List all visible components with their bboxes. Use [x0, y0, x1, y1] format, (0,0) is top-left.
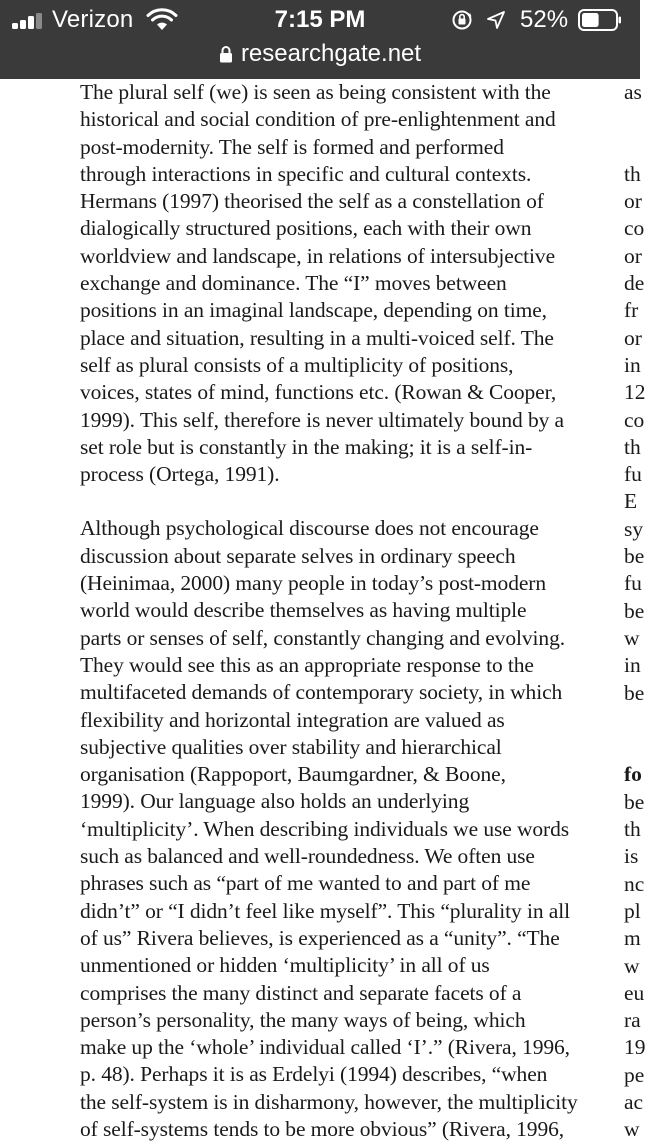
text-line: 1999). Our language also holds an underlying [80, 789, 470, 814]
document-page [0, 79, 646, 1142]
column-fragment-line: ac [624, 1089, 644, 1114]
column-fragment-line: or [624, 189, 642, 214]
column-fragment-line: eu [624, 980, 645, 1005]
column-fragment-line: nc [624, 871, 645, 896]
text-line: parts or senses of self, constantly changing and evolving. [80, 625, 566, 650]
status-time: 7:15 PM [274, 6, 366, 33]
body-paragraph [58, 515, 588, 1143]
column-fragment-line: or [624, 243, 642, 268]
battery-icon [578, 9, 622, 31]
text-line: of self-systems tends to be more obvious” (Rivera, 1996, [80, 1116, 565, 1141]
column-fragment-line: pe [624, 1062, 645, 1087]
text-line: process (Ortega, 1991). [80, 462, 280, 487]
column-fragment-line: co [624, 216, 645, 241]
text-line: unmentioned or hidden ‘multiplicity’ in all of us [80, 953, 490, 978]
orientation-lock-icon [451, 9, 473, 31]
column-fragment-line: fu [624, 571, 642, 596]
column-fragment-line: co [624, 407, 645, 432]
column-fragment-line: be [624, 544, 645, 569]
column-fragment-line: th [624, 161, 641, 186]
text-line: They would see this as an appropriate response to the [80, 652, 534, 677]
column-fragment-line: th [624, 434, 641, 459]
text-line: (Heinimaa, 2000) many people in today’s post-modern [80, 571, 547, 596]
battery-percent: 52% [520, 6, 569, 33]
main-text-column [58, 79, 588, 1143]
text-line: exchange and dominance. The “I” moves between [80, 271, 507, 296]
text-line: discussion about separate selves in ordinary speech [80, 543, 516, 568]
text-line: post-modernity. The self is formed and performed [80, 134, 504, 159]
text-line: set role but is constantly in the making; it is a self-in- [80, 434, 533, 459]
text-line: positions in an imaginal landscape, depending on time, [80, 298, 547, 323]
column-fragment-line: be [624, 680, 645, 705]
column-fragment-line [624, 734, 664, 761]
text-line: self as plural consists of a multiplicity of positions, [80, 352, 514, 377]
column-fragment-line: or [624, 325, 642, 350]
column-fragment-line: as [624, 80, 642, 104]
text-line: make up the ‘whole’ individual called ‘I’.” (Rivera, 1996, [80, 1035, 570, 1060]
column-fragment-line [624, 106, 664, 133]
text-line: 1999). This self, therefore is never ultimately bound by a [80, 407, 564, 432]
text-line: didn’t” or “I didn’t feel like myself”. This “plurality in all [80, 898, 570, 923]
column-fragment-line: in [624, 352, 641, 377]
text-line: Although psychological discourse does not encourage [80, 516, 539, 541]
column-fragment-line [624, 134, 664, 161]
text-line: phrases such as “part of me wanted to and part of me [80, 871, 531, 896]
text-line: the self-system is in disharmony, however, the multiplicity [80, 1089, 578, 1114]
status-bar [0, 0, 640, 40]
column-fragment-line: w [624, 625, 640, 650]
text-line: worldview and landscape, in relations of intersubjective [80, 243, 556, 268]
column-fragment-line: be [624, 789, 645, 814]
url-text: researchgate.net [240, 40, 422, 67]
location-arrow-icon [486, 10, 506, 30]
column-fragment-line: sy [624, 516, 644, 541]
column-fragment-line: be [624, 598, 645, 623]
column-fragment-line: fr [624, 298, 639, 323]
browser-top-bar [0, 0, 640, 79]
text-line: voices, states of mind, functions etc. (Rowan & Cooper, [80, 380, 557, 405]
body-paragraph [58, 79, 588, 488]
column-fragment-line: in [624, 653, 641, 678]
text-line: organisation (Rappoport, Baumgardner, & Boone, [80, 762, 506, 787]
adjacent-column-fragment [624, 79, 664, 1144]
text-line: Hermans (1997) theorised the self as a constellation of [80, 189, 544, 214]
address-bar[interactable] [0, 40, 640, 74]
column-fragment-line: w [624, 953, 640, 978]
column-fragment-line: 12 [624, 380, 646, 405]
text-line: ‘multiplicity’. When describing individuals we use words [80, 816, 570, 841]
column-fragment-line: de [624, 271, 645, 296]
column-fragment-line: 19 [624, 1035, 646, 1060]
text-line: flexibility and horizontal integration are valued as [80, 707, 505, 732]
text-line: multifaceted demands of contemporary society, in which [80, 680, 563, 705]
text-line: person’s personality, the many ways of being, which [80, 1007, 526, 1032]
text-line: comprises the many distinct and separate facets of a [80, 980, 522, 1005]
text-line: place and situation, resulting in a multi-voiced self. The [80, 325, 554, 350]
text-line: such as balanced and well-roundedness. We often use [80, 844, 535, 869]
text-line: of us” Rivera believes, is experienced as a “unity”. “The [80, 925, 560, 950]
lock-icon [219, 45, 233, 63]
text-line: The plural self (we) is seen as being consistent with the [80, 80, 551, 104]
text-line: world would describe themselves as having multiple [80, 598, 527, 623]
text-line: historical and social condition of pre-enlightenment and [80, 107, 556, 132]
text-line: dialogically structured positions, each with their own [80, 216, 532, 241]
column-fragment-line: fu [624, 462, 642, 487]
column-fragment-line: m [624, 926, 641, 951]
column-fragment-line [624, 707, 664, 734]
carrier-name: Verizon [52, 6, 134, 33]
column-fragment-line: th [624, 817, 641, 842]
text-line: through interactions in specific and cultural contexts. [80, 161, 532, 186]
column-fragment-line: pl [624, 898, 641, 923]
text-line: p. 48). Perhaps it is as Erdelyi (1994) describes, “when [80, 1062, 548, 1087]
column-fragment-line: fo [624, 762, 642, 787]
column-fragment-line: ra [624, 1008, 641, 1033]
text-line: subjective qualities over stability and hierarchical [80, 734, 502, 759]
column-fragment-line: is [624, 844, 639, 869]
column-fragment-line: E [624, 489, 638, 514]
column-fragment-line: w [624, 1117, 640, 1142]
